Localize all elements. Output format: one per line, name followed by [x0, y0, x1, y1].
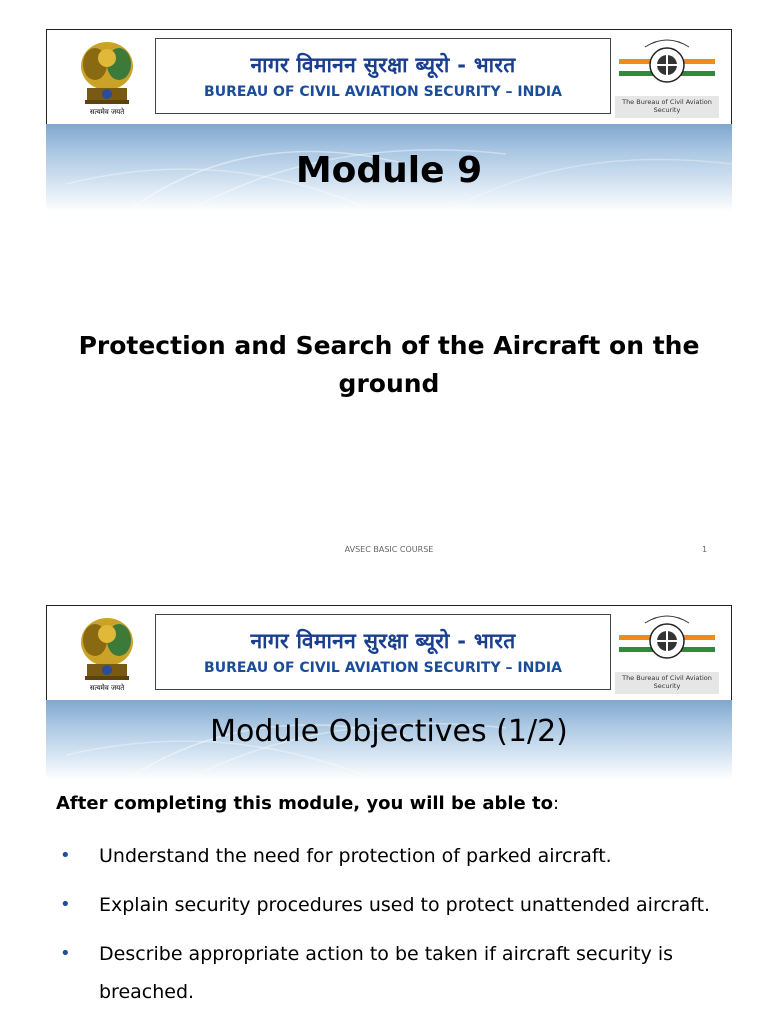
slide-title: Module Objectives (1/2) [210, 714, 568, 749]
bcas-caption: The Bureau of Civil Aviation Security [615, 96, 719, 118]
bureau-banner [155, 38, 611, 114]
subtitle-line-2: ground [338, 369, 440, 398]
title-band [46, 700, 732, 780]
subtitle-line-1: Protection and Search of the Aircraft on the [78, 331, 700, 360]
bullet-icon: • [60, 894, 71, 915]
slide-header [46, 29, 732, 125]
slide-2 [46, 605, 732, 1024]
bullet-text: Understand the need for protection of parked aircraft. [99, 845, 612, 867]
list-item [56, 935, 716, 1011]
intro-colon: : [552, 793, 560, 814]
bullet-text: Explain security procedures used to protect unattended aircraft. [99, 894, 711, 916]
slide-footer: AVSEC BASIC COURSE [344, 545, 434, 554]
bcas-logo-icon [615, 611, 719, 671]
bullet-icon: • [60, 845, 71, 866]
objectives-list [56, 837, 716, 1022]
bcas-caption: The Bureau of Civil Aviation Security [615, 672, 719, 694]
bureau-name-english: BUREAU OF CIVIL AVIATION SECURITY – INDIA [204, 84, 562, 100]
bureau-name-english: BUREAU OF CIVIL AVIATION SECURITY – INDIA [204, 660, 562, 676]
bureau-banner [155, 614, 611, 690]
bcas-logo-icon [615, 35, 719, 95]
intro-bold-text: After completing this module, you will be able to [56, 793, 553, 814]
bureau-name-hindi: नागर विमानन सुरक्षा ब्यूरो - भारत [250, 53, 516, 77]
list-item [56, 886, 716, 924]
slide-title: Module 9 [295, 150, 483, 191]
slide-subtitle [46, 327, 732, 403]
slide-header [46, 605, 732, 701]
slide-1 [46, 29, 732, 569]
objectives-intro [56, 793, 559, 814]
list-item [56, 837, 716, 875]
bullet-icon: • [60, 943, 71, 964]
emblem-motto: सत्यमेव जयते [89, 684, 125, 692]
bureau-name-hindi: नागर विमानन सुरक्षा ब्यूरो - भारत [250, 629, 516, 653]
emblem-motto: सत्यमेव जयते [89, 108, 125, 116]
title-band [46, 124, 732, 212]
page-number: 1 [702, 545, 708, 554]
bullet-text: Describe appropriate action to be taken if aircraft security is breached. [99, 943, 674, 1003]
